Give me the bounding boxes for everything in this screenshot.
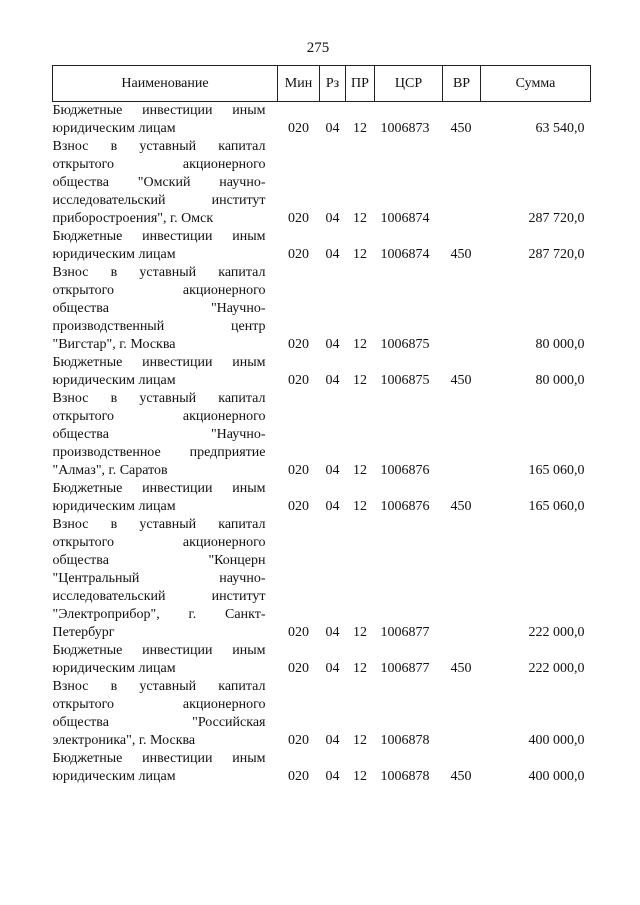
header-pr: ПР <box>346 66 375 102</box>
header-sum: Сумма <box>481 66 591 102</box>
row-vr: 450 <box>450 661 472 676</box>
row-rz: 04 <box>325 247 340 262</box>
row-min: 020 <box>288 373 309 388</box>
row-name-line: Взнос в уставный капитал <box>52 139 266 154</box>
row-min: 020 <box>288 247 309 262</box>
row-name-line: исследовательский институт <box>52 193 266 208</box>
row-vr <box>443 678 481 750</box>
row-vr: 450 <box>450 247 472 262</box>
header-csr: ЦСР <box>375 66 443 102</box>
row-name-line: юридическим лицам <box>52 247 176 262</box>
row-vr: 450 <box>450 769 472 784</box>
row-csr: 1006876 <box>380 463 430 478</box>
row-name <box>53 102 278 139</box>
row-name-line: приборостроения", г. Омск <box>52 211 214 226</box>
row-name-line: производственный центр <box>52 319 266 334</box>
row-sum: 400 000,0 <box>528 769 585 784</box>
row-name-line: Петербург <box>52 625 115 640</box>
row-sum: 165 060,0 <box>528 463 585 478</box>
row-name-line: Взнос в уставный капитал <box>52 679 266 694</box>
row-min: 020 <box>288 625 309 640</box>
row-name-line: открытого акционерного <box>52 283 266 298</box>
row-sum: 80 000,0 <box>535 373 585 388</box>
row-rz: 04 <box>325 121 340 136</box>
table-row <box>53 102 591 139</box>
row-name-line: Бюджетные инвестиции иным <box>52 643 266 658</box>
row-name-line: Взнос в уставный капитал <box>52 517 266 532</box>
table-row <box>53 750 591 786</box>
row-min: 020 <box>288 769 309 784</box>
row-pr: 12 <box>353 733 367 748</box>
row-pr: 12 <box>353 247 367 262</box>
row-name-line: открытого акционерного <box>52 409 266 424</box>
row-name-line: Взнос в уставный капитал <box>52 265 266 280</box>
row-name <box>53 678 278 750</box>
row-name <box>53 516 278 642</box>
row-name-line: открытого акционерного <box>52 157 266 172</box>
row-name-line: Бюджетные инвестиции иным <box>52 751 266 766</box>
row-name-line: "Вигстар", г. Москва <box>52 337 176 352</box>
row-pr: 12 <box>353 121 367 136</box>
row-sum: 80 000,0 <box>535 337 585 352</box>
page-number: 275 <box>306 40 330 56</box>
row-name-line: общества "Научно- <box>52 301 266 316</box>
row-rz: 04 <box>325 337 340 352</box>
row-csr: 1006874 <box>380 211 430 226</box>
row-name-line: юридическим лицам <box>52 661 176 676</box>
row-csr: 1006875 <box>380 337 430 352</box>
row-name-line: общества "Омский научно- <box>52 175 266 190</box>
row-name-line: Бюджетные инвестиции иным <box>52 481 266 496</box>
row-pr: 12 <box>353 337 367 352</box>
row-name <box>53 642 278 678</box>
row-csr: 1006874 <box>380 247 430 262</box>
row-name-line: Бюджетные инвестиции иным <box>52 103 266 118</box>
header-min: Мин <box>278 66 320 102</box>
row-min: 020 <box>288 463 309 478</box>
row-vr <box>443 516 481 642</box>
row-name-line: юридическим лицам <box>52 769 176 784</box>
row-csr: 1006878 <box>380 733 430 748</box>
row-vr <box>443 138 481 228</box>
row-name-line: юридическим лицам <box>52 121 176 136</box>
row-sum: 287 720,0 <box>528 247 585 262</box>
row-name <box>53 390 278 480</box>
table-header <box>53 66 591 102</box>
row-pr: 12 <box>353 769 367 784</box>
row-name-line: Взнос в уставный капитал <box>52 391 266 406</box>
row-rz: 04 <box>325 733 340 748</box>
row-name-line: электроника", г. Москва <box>52 733 196 748</box>
row-name <box>53 264 278 354</box>
row-name <box>53 354 278 390</box>
table-row <box>53 138 591 228</box>
row-rz: 04 <box>325 769 340 784</box>
header-name: Наименование <box>53 66 278 102</box>
row-name <box>53 750 278 786</box>
row-name <box>53 228 278 264</box>
row-pr: 12 <box>353 463 367 478</box>
row-csr: 1006878 <box>380 769 430 784</box>
row-min: 020 <box>288 733 309 748</box>
row-name-line: Бюджетные инвестиции иным <box>52 355 266 370</box>
table-row <box>53 678 591 750</box>
table-row <box>53 354 591 390</box>
row-sum: 63 540,0 <box>535 121 585 136</box>
table-row <box>53 228 591 264</box>
row-vr: 450 <box>450 499 472 514</box>
row-sum: 222 000,0 <box>528 625 585 640</box>
row-rz: 04 <box>325 211 340 226</box>
row-name-line: общества "Научно- <box>52 427 266 442</box>
header-rz: Рз <box>320 66 346 102</box>
row-name-line: "Центральный научно- <box>52 571 266 586</box>
row-rz: 04 <box>325 373 340 388</box>
row-csr: 1006876 <box>380 499 430 514</box>
row-name-line: исследовательский институт <box>52 589 266 604</box>
table-row <box>53 390 591 480</box>
row-pr: 12 <box>353 373 367 388</box>
row-csr: 1006877 <box>380 625 430 640</box>
row-min: 020 <box>288 499 309 514</box>
row-rz: 04 <box>325 661 340 676</box>
row-vr <box>443 264 481 354</box>
row-name-line: юридическим лицам <box>52 373 176 388</box>
row-vr: 450 <box>450 373 472 388</box>
row-name-line: открытого акционерного <box>52 697 266 712</box>
row-sum: 287 720,0 <box>528 211 585 226</box>
row-rz: 04 <box>325 499 340 514</box>
row-csr: 1006877 <box>380 661 430 676</box>
row-pr: 12 <box>353 499 367 514</box>
table-row <box>53 264 591 354</box>
row-name <box>53 480 278 516</box>
table-body <box>53 102 591 787</box>
row-name-line: "Алмаз", г. Саратов <box>52 463 168 478</box>
row-csr: 1006875 <box>380 373 430 388</box>
row-min: 020 <box>288 661 309 676</box>
row-name-line: "Электроприбор", г. Санкт- <box>52 607 266 622</box>
row-min: 020 <box>288 337 309 352</box>
row-rz: 04 <box>325 625 340 640</box>
row-min: 020 <box>288 211 309 226</box>
row-name-line: общества "Российская <box>52 715 266 730</box>
table-row <box>53 480 591 516</box>
row-sum: 222 000,0 <box>528 661 585 676</box>
table-row <box>53 642 591 678</box>
table-row <box>53 516 591 642</box>
row-pr: 12 <box>353 211 367 226</box>
row-vr: 450 <box>450 121 472 136</box>
row-name <box>53 138 278 228</box>
row-name-line: Бюджетные инвестиции иным <box>52 229 266 244</box>
row-name-line: открытого акционерного <box>52 535 266 550</box>
row-vr <box>443 390 481 480</box>
row-name-line: производственное предприятие <box>52 445 266 460</box>
row-name-line: общества "Концерн <box>52 553 266 568</box>
row-pr: 12 <box>353 625 367 640</box>
row-csr: 1006873 <box>380 121 430 136</box>
row-sum: 400 000,0 <box>528 733 585 748</box>
row-min: 020 <box>288 121 309 136</box>
header-vr: ВР <box>443 66 481 102</box>
row-pr: 12 <box>353 661 367 676</box>
row-name-line: юридическим лицам <box>52 499 176 514</box>
row-rz: 04 <box>325 463 340 478</box>
row-sum: 165 060,0 <box>528 499 585 514</box>
budget-table <box>52 65 591 786</box>
